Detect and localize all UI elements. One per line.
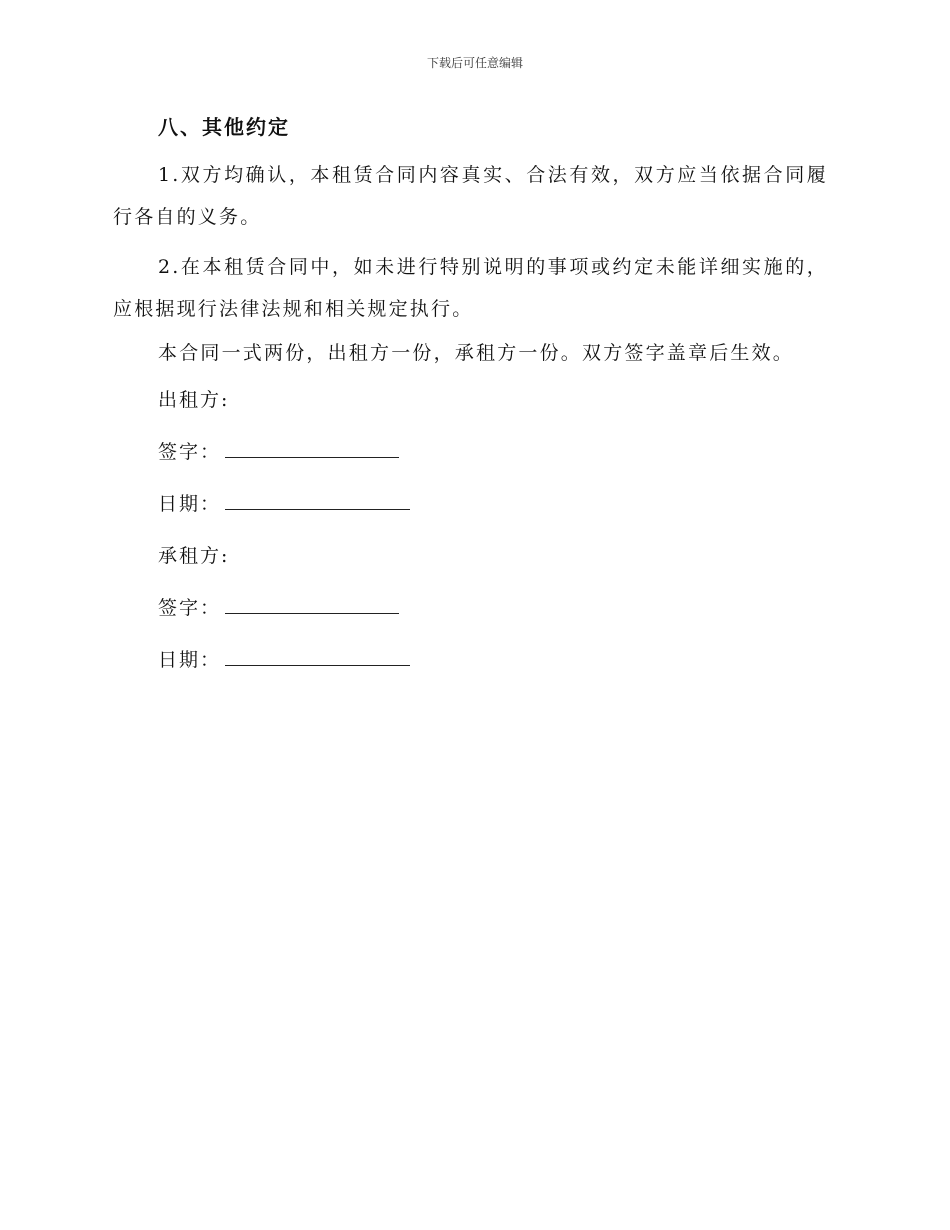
lessee-signature-block	[113, 530, 828, 686]
lessee-sign-row	[113, 582, 828, 634]
lessee-sign-label: 签字：	[158, 597, 222, 619]
lessor-date-blank	[225, 489, 410, 510]
lessee-date-blank	[225, 645, 410, 666]
clause-2: 2.在本租赁合同中，如未进行特别说明的事项或约定未能详细实施的，应根据现行法律法规和相关规定执行。	[113, 256, 828, 320]
document-body	[113, 108, 828, 686]
lessor-sign-label: 签字：	[158, 441, 222, 463]
lessor-label: 出租方:	[158, 389, 230, 411]
lessor-signature-block	[113, 374, 828, 530]
lessor-sign-blank	[225, 437, 399, 458]
page-header: 下载后可任意编辑	[426, 56, 523, 70]
lessor-date-label: 日期：	[158, 493, 222, 515]
section-title: 八、其他约定	[158, 115, 290, 139]
closing-statement: 本合同一式两份，出租方一份，承租方一份。双方签字盖章后生效。	[158, 342, 795, 364]
lessee-date-label: 日期：	[158, 649, 222, 671]
clause-1: 1.双方均确认，本租赁合同内容真实、合法有效，双方应当依据合同履行各自的义务。	[113, 164, 828, 228]
lessee-date-row	[113, 634, 828, 686]
lessor-sign-row	[113, 426, 828, 478]
lessee-sign-blank	[225, 593, 399, 614]
lessor-date-row	[113, 478, 828, 530]
lessee-label: 承租方:	[158, 545, 230, 567]
